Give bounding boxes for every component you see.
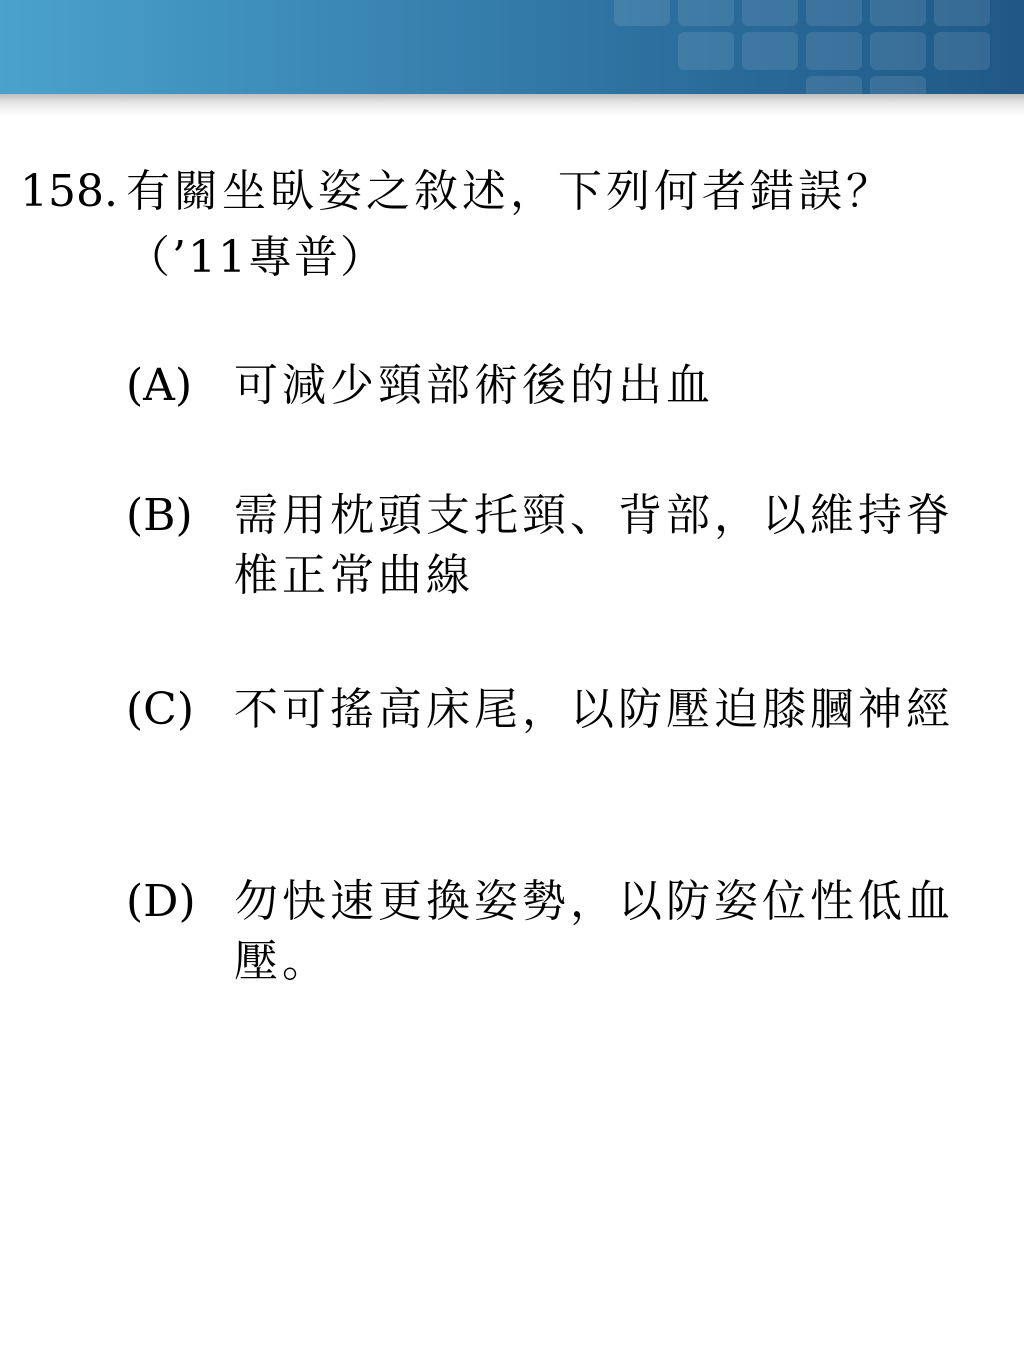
question-text: 有關坐臥姿之敘述，下列何者錯誤？ <box>126 166 894 217</box>
option-text: 可減少頸部術後的出血 <box>234 360 714 411</box>
option-label: (C) <box>126 684 194 735</box>
option-text: 不可搖高床尾，以防壓迫膝膕神經 <box>234 684 954 735</box>
option-label: (A) <box>126 360 193 411</box>
option-text: 勿快速更換姿勢，以防姿位性低血壓。 <box>234 876 954 987</box>
question-source: （’11專普） <box>126 232 386 283</box>
question-number: 158. <box>20 166 118 217</box>
option-text: 需用枕頭支托頸、背部，以維持脊椎正常曲線 <box>234 490 954 601</box>
option-label: (B) <box>126 490 193 541</box>
option-label: (D) <box>126 876 196 927</box>
